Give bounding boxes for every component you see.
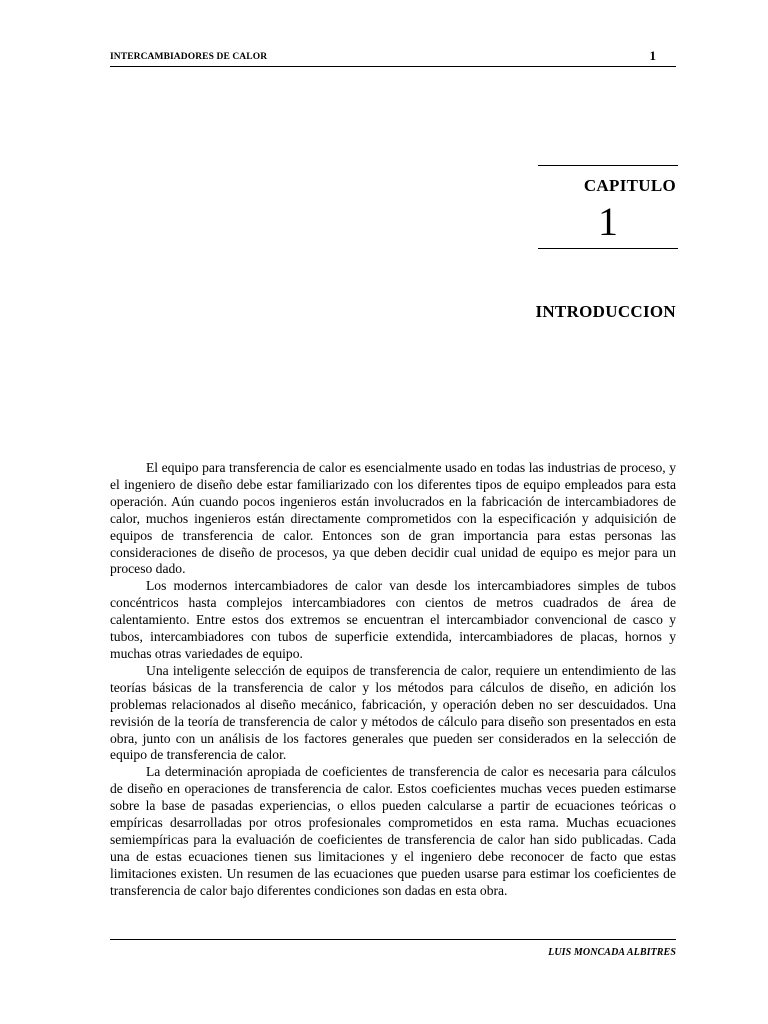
chapter-label: CAPITULO [583,176,676,195]
paragraph: Una inteligente selección de equipos de transferencia de calor, requiere un entendimiento de las teorías básicas de la transferencia de calor y los métodos para cálculos de diseño, en adición los problemas relacionados al diseño mecánico, fabricación, y operación deben no ser descuidados. Una revisión de la teoría de transferencia de calor y métodos de cálculo para diseño son presentados en esta obra, junto con un análisis de los factores generales que pueden ser considerados en la selección de equipo de transferencia de calor. [110,662,676,763]
body-text [110,460,676,900]
section-title: INTRODUCCION [535,302,676,321]
paragraph: Los modernos intercambiadores de calor van desde los intercambiadores simples de tubos concéntricos hasta complejos intercambiadores con cientos de metros cuadrados de área de calentamiento. Entre estos dos extremos se encuentran el intercambiador convencional de casco y tubos, intercambiadores con tubos de superficie extendida, intercambiadores de placas, hornos y muchas otras variedades de equipo. [110,578,676,661]
chapter-block [538,165,678,249]
footer-author: LUIS MONCADA ALBITRES [548,947,676,958]
running-header [110,48,676,67]
page-number: 1 [649,48,656,63]
chapter-number: 1 [598,199,618,244]
header-title: INTERCAMBIADORES DE CALOR [110,52,268,62]
paragraph: El equipo para transferencia de calor es esencialmente usado en todas las industrias de proceso, y el ingeniero de diseño debe estar familiarizado con los diferentes tipos de equipo empleados para esta operación. Aún cuando pocos ingenieros están involucrados en la fabricación de intercambiadores de calor, muchos ingenieros están directamente comprometidos con la especificación y adquisición de equipos de transferencia de calor. Entonces son de gran importancia para estas personas las consideraciones de diseño de procesos, ya que deben decidir cual unidad de equipo es mejor para un proceso dado. [110,460,676,577]
running-footer [110,939,676,962]
paragraph: La determinación apropiada de coeficientes de transferencia de calor es necesaria para cálculos de diseño en operaciones de transferencia de calor. Estos coeficientes muchas veces pueden estimarse sobre la base de pasadas experiencias, o ellos pueden calcularse a partir de ecuaciones teóricas o empíricas desarrolladas por otros profesionales comprometidos en esta rama. Muchas ecuaciones semiempíricas para la evaluación de coeficientes de transferencia de calor han sido publicadas. Cada una de estas ecuaciones tienen sus limitaciones y el ingeniero debe reconocer de facto que estas limitaciones existen. Un resumen de las ecuaciones que pueden usarse para estimar los coeficientes de transferencia de calor bajo diferentes condiciones son dadas en esta obra. [110,764,676,898]
